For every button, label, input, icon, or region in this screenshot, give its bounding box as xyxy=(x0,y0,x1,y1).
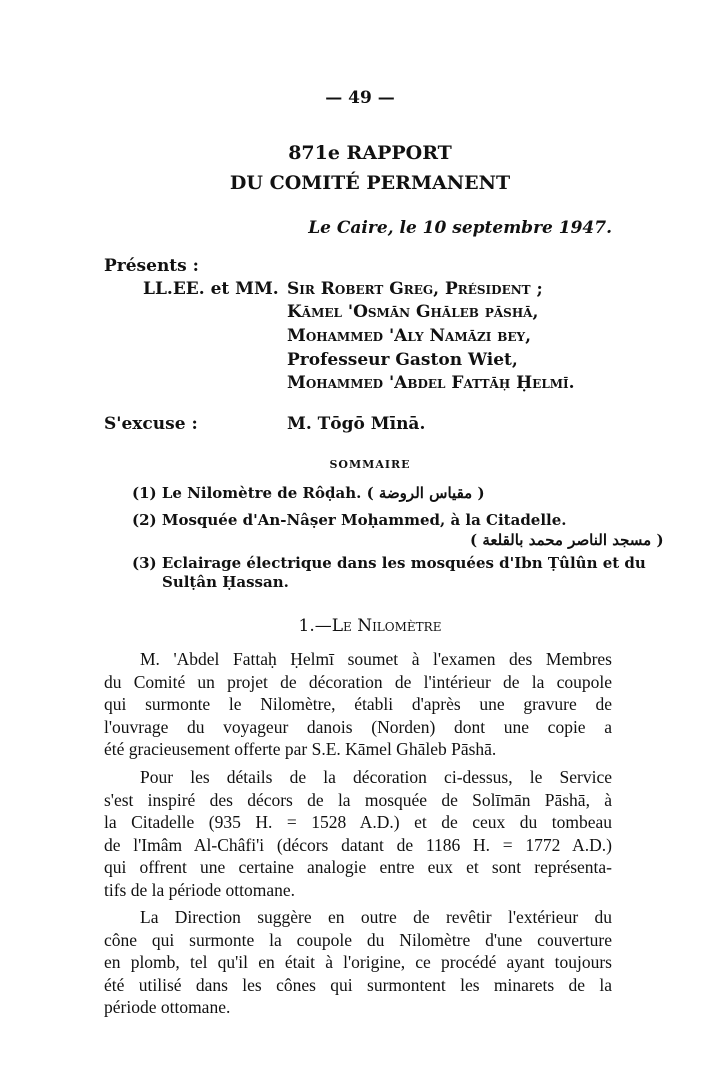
member-name: Kāmel 'Osmān Ghāleb pāshā, xyxy=(287,302,539,322)
text-line: été utilisé dans les cônes qui surmontent les minarets de la xyxy=(104,974,612,995)
member-name: Mohammed 'Abdel Fattāḥ Ḥelmī. xyxy=(287,373,575,393)
report-date: Le Caire, le 10 septembre 1947. xyxy=(308,218,612,238)
member-name: Sir Robert Greg, Président ; xyxy=(287,279,543,299)
sommaire-item-1-close: ) xyxy=(477,484,485,502)
member-name: Professeur Gaston Wiet, xyxy=(287,350,518,370)
text-line: cône qui surmonte la coupole du Nilomètre d'une couverture xyxy=(104,929,612,950)
sommaire-item-2-arabic: ( مسجد الناصر محمد بالقلعة ) xyxy=(470,531,664,549)
text-line: l'ouvrage du voyageur danois (Norden) dont une copie a xyxy=(104,716,612,737)
sommaire-item-3: (3) Eclairage électrique dans les mosquées d'Ibn Ṭûlûn et du xyxy=(132,554,646,572)
paragraph-3 xyxy=(104,906,612,1019)
text-line: du Comité un projet de décoration de l'intérieur de la coupole xyxy=(104,671,612,692)
report-title: 871e RAPPORT xyxy=(288,142,452,164)
text-line: la Citadelle (935 H. = 1528 A.D.) et de ceux du tombeau xyxy=(104,812,612,832)
sommaire-item-2: (2) Mosquée d'An-Nâṣer Moḥammed, à la Citadelle. xyxy=(132,511,567,529)
text-line: La Direction suggère en outre de revêtir l'extérieur du xyxy=(140,907,612,927)
text-line: en plomb, tel qu'il en était à l'origine, ce procédé ayant toujours xyxy=(104,952,612,972)
text-line: qui offrent une certaine analogie entre eux et sont représenta- xyxy=(104,857,612,877)
sommaire-item-1-arabic: مقياس الروضة xyxy=(378,484,473,502)
text-line: de l'Imâm Al-Châfi'i (décors datant de 1186 H. = 1772 A.D.) xyxy=(104,834,612,855)
text-line: qui surmonte le Nilomètre, établi d'après une gravure de xyxy=(104,694,612,714)
text-line: été gracieusement offerte par S.E. Kāmel Ghāleb Pāshā. xyxy=(104,739,497,759)
sommaire-item-1-text: (1) Le Nilomètre de Rôḍah. ( xyxy=(132,484,374,502)
text-line: période ottomane. xyxy=(104,997,231,1017)
page-number: — 49 — xyxy=(325,88,395,108)
sommaire-item-1 xyxy=(132,484,485,502)
sommaire-title: SOMMAIRE xyxy=(329,458,411,471)
excuse-name: M. Tōgō Mīnā. xyxy=(287,414,426,434)
presents-prefix: LL.EE. et MM. xyxy=(143,279,279,299)
section-heading: 1.—Le Nilomètre xyxy=(298,616,442,636)
excuse-label: S'excuse : xyxy=(104,414,198,434)
member-name: Mohammed 'Aly Namāzi bey, xyxy=(287,326,532,346)
text-line: s'est inspiré des décors de la mosquée de Solīmān Pāshā, à xyxy=(104,789,612,810)
paragraph-2 xyxy=(104,766,612,901)
text-line: M. 'Abdel Fattaḥ Ḥelmī soumet à l'examen des Membres xyxy=(140,649,612,669)
text-line: tifs de la période ottomane. xyxy=(104,879,295,900)
sommaire-item-3-cont: Sulṭân Ḥassan. xyxy=(162,573,289,591)
paragraph-1 xyxy=(104,648,612,761)
presents-label: Présents : xyxy=(104,256,199,276)
text-line: Pour les détails de la décoration ci-dessus, le Service xyxy=(140,767,612,787)
report-subtitle: DU COMITÉ PERMANENT xyxy=(229,172,511,194)
